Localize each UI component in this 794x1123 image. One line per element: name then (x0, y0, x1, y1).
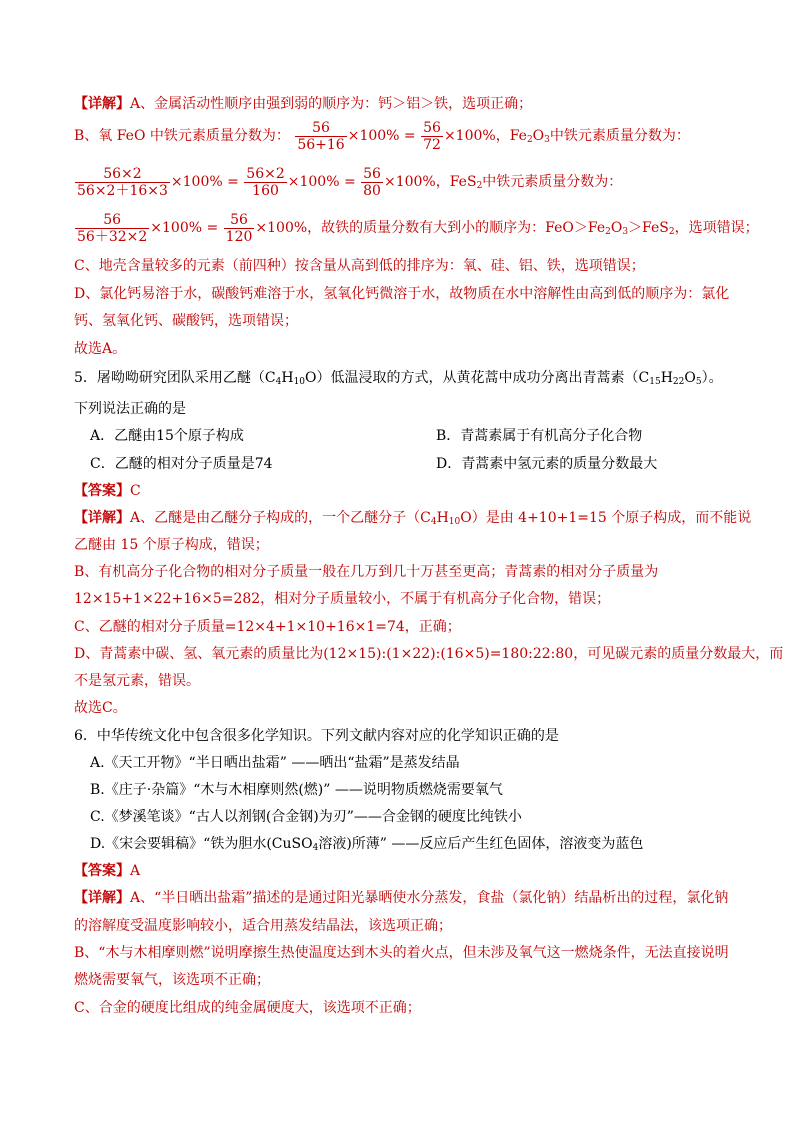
fraction-denominator: 72 (423, 136, 441, 153)
explanation-line-e: C、地壳含量较多的元素（前四种）按含量从高到低的排序为：氧、硅、铝、铁，选项错误； (74, 258, 645, 274)
option-c: C．乙醚的相对分子质量是74 (90, 456, 273, 472)
question-6-explanation-5: C、合金的硬度比组成的纯金属硬度大，该选项不正确； (74, 1000, 421, 1016)
fraction (361, 166, 383, 199)
subscript: 2 (605, 227, 611, 237)
explanation-line-g: 钙、氢氧化钙、碳酸钙，选项错误； (74, 313, 298, 329)
fraction-numerator: 56 (423, 119, 441, 136)
text-segment: D.《宋会要辑稿》“铁为胆水(CuSO (90, 836, 313, 852)
question-6-option-b: B.《庄子·杂篇》“木与木相摩则然(燃)” ——说明物质燃烧需要氧气 (90, 782, 503, 798)
explanation-line-b (74, 118, 690, 154)
text-segment: 溶液)所薄” ——反应后产生红色固体，溶液变为蓝色 (318, 836, 644, 852)
answer-marker: 【答案】 (74, 483, 130, 499)
question-5-explanation-5: C、乙醚的相对分子质量=12×4+1×10+16×1=74，正确； (74, 619, 461, 635)
text-segment: Fe (509, 128, 527, 144)
text-segment: ×100%，故铁的质量分数有大到小的顺序为：FeO＞Fe (255, 220, 606, 236)
explanation-line-c (74, 164, 622, 200)
fraction (224, 212, 255, 245)
fraction-denominator: 56+16 (297, 136, 345, 153)
text-segment: ）。 (701, 370, 723, 386)
explanation-line-d (74, 210, 759, 246)
subscript: 3 (544, 135, 550, 145)
question-6-explanation-4: 燃烧需要氧气，该选项不正确； (74, 972, 270, 988)
text-segment: ×100% = (150, 220, 219, 236)
text-segment: O (610, 220, 623, 236)
subscript: 2 (526, 135, 533, 145)
fraction-numerator: 56 (224, 212, 255, 229)
fraction (421, 120, 443, 153)
explanation-line-a (74, 94, 532, 114)
explanation-text: A、金属活动性顺序由强到弱的顺序为：钙＞铝＞铁，选项正确； (130, 96, 533, 112)
subscript: 3 (622, 227, 629, 237)
subscript: 4 (430, 517, 437, 527)
fraction (295, 120, 346, 153)
question-5-explanation-2: 乙醚由 15 个原子构成，错误； (74, 537, 269, 553)
question-5-explanation-3: B、有机高分子化合物的相对分子质量一般在几万到几十万甚至更高；青蒿素的相对分子质量为 (74, 564, 659, 580)
question-6-answer (74, 861, 140, 881)
question-5-explanation-7: 不是氢元素，错误。 (74, 673, 200, 689)
text-segment: 中铁元素质量分数为： (482, 174, 623, 190)
text-segment: ×100%， (383, 174, 450, 190)
question-5-explanation-6: D、青蒿素中碳、氢、氧元素的质量比为(12×15):(1×22):(16×5)=180:22:80，可见碳元素的质量分数最大，而 (74, 646, 784, 662)
fraction-denominator: 56＋32×2 (77, 228, 148, 245)
fraction-numerator: 56 (295, 120, 346, 137)
text-segment: 5．屠呦呦研究团队采用乙醚（C (74, 370, 276, 386)
subscript: 10 (293, 377, 306, 387)
subscript: 5 (695, 377, 702, 387)
text-segment: H (436, 510, 449, 526)
subscript: 2 (668, 227, 675, 237)
fraction-denominator: 80 (363, 182, 381, 199)
question-5-explanation-4: 12×15+1×22+16×5=282，相对分子质量较小，不属于有机高分子化合物，错误； (74, 591, 611, 607)
subscript: 2 (476, 181, 483, 191)
text-segment: ×100% = (287, 174, 356, 190)
question-6-explanation-3: B、“木与木相摩则燃”说明摩擦生热使温度达到木头的着火点，但未涉及氧气这一燃烧条件，无法直接说明 (74, 945, 729, 961)
subscript: 15 (649, 377, 661, 387)
text-segment: H (281, 370, 294, 386)
text-segment: O）低温浸取的方式，从黄花蒿中成功分离出青蒿素（C (305, 370, 650, 386)
text-segment: ×100% = (347, 128, 416, 144)
text-segment: FeS (449, 174, 477, 190)
explanation-marker: 【详解】 (74, 890, 130, 906)
text-segment: O (684, 370, 696, 386)
fraction (244, 166, 286, 199)
question-5-conclusion: 故选C。 (74, 700, 127, 716)
question-5-answer (74, 481, 141, 501)
question-6-option-a: A.《天工开物》“半日晒出盐霜” ——晒出“盐霜”是蒸发结晶 (90, 755, 460, 771)
text-segment: O）是由 4+10+1=15 个原子构成，而不能说 (460, 510, 752, 526)
fraction-numerator: 56×2 (246, 165, 285, 182)
fraction-denominator: 160 (252, 182, 279, 199)
text-segment: ，选项错误； (674, 220, 759, 236)
text-segment: ＞FeS (628, 220, 669, 236)
fraction (75, 166, 170, 199)
conclusion-line: 故选A。 (74, 341, 127, 357)
fraction (75, 212, 149, 245)
fraction-denominator: 56×2＋16×3 (77, 182, 168, 199)
answer-value: C (130, 483, 141, 499)
question-6-explanation-1 (74, 888, 728, 908)
answer-marker: 【答案】 (74, 863, 130, 879)
explanation-line-f: D、氯化钙易溶于水，碳酸钙难溶于水，氢氧化钙微溶于水，故物质在水中溶解性由高到低的顺序为：氯化 (74, 286, 730, 302)
question-5-stem-2: 下列说法正确的是 (74, 401, 186, 417)
text-segment: H (660, 370, 673, 386)
subscript: 10 (448, 517, 461, 527)
text-segment: B、氧 FeO 中铁元素质量分数为： (74, 128, 290, 144)
text-segment: A、“半日晒出盐霜”描述的是通过阳光暴晒使水分蒸发，食盐（氯化钠）结晶析出的过程，氯化钠 (130, 890, 729, 906)
fraction-numerator: 56 (75, 212, 149, 229)
subscript: 4 (275, 377, 282, 387)
subscript: 22 (672, 377, 685, 387)
text-segment: ×100%， (443, 128, 510, 144)
question-6-stem: 6．中华传统文化中包含很多化学知识。下列文献内容对应的化学知识正确的是 (74, 728, 559, 744)
question-6-explanation-2: 的溶解度受温度影响较小，适合用蒸发结晶法，该选项正确； (74, 918, 452, 934)
fraction-numerator: 56×2 (75, 166, 170, 183)
text-segment: 中铁元素质量分数为： (549, 128, 690, 144)
fraction-denominator: 120 (225, 228, 253, 245)
question-5-stem (74, 368, 723, 388)
question-5-options-row-2 (90, 454, 658, 474)
question-5-options-row-1 (90, 426, 643, 446)
text-segment: A、乙醚是由乙醚分子构成的，一个乙醚分子（C (130, 510, 431, 526)
option-d: D．青蒿素中氢元素的质量分数最大 (436, 456, 658, 472)
question-5-explanation-1 (74, 508, 751, 528)
explanation-marker: 【详解】 (74, 96, 130, 112)
fraction-numerator: 56 (363, 165, 381, 182)
text-segment: ×100% = (170, 174, 239, 190)
question-6-option-c: C.《梦溪笔谈》“古人以剂钢(合金钢)为刃”——合金钢的硬度比纯铁小 (90, 809, 522, 825)
text-segment: O (532, 128, 545, 144)
question-6-option-d (90, 834, 643, 854)
option-b: B．青蒿素属于有机高分子化合物 (436, 428, 643, 444)
subscript: 4 (312, 843, 319, 853)
explanation-marker: 【详解】 (74, 510, 130, 526)
option-a: A．乙醚由15个原子构成 (90, 428, 244, 444)
answer-value: A (130, 863, 141, 879)
